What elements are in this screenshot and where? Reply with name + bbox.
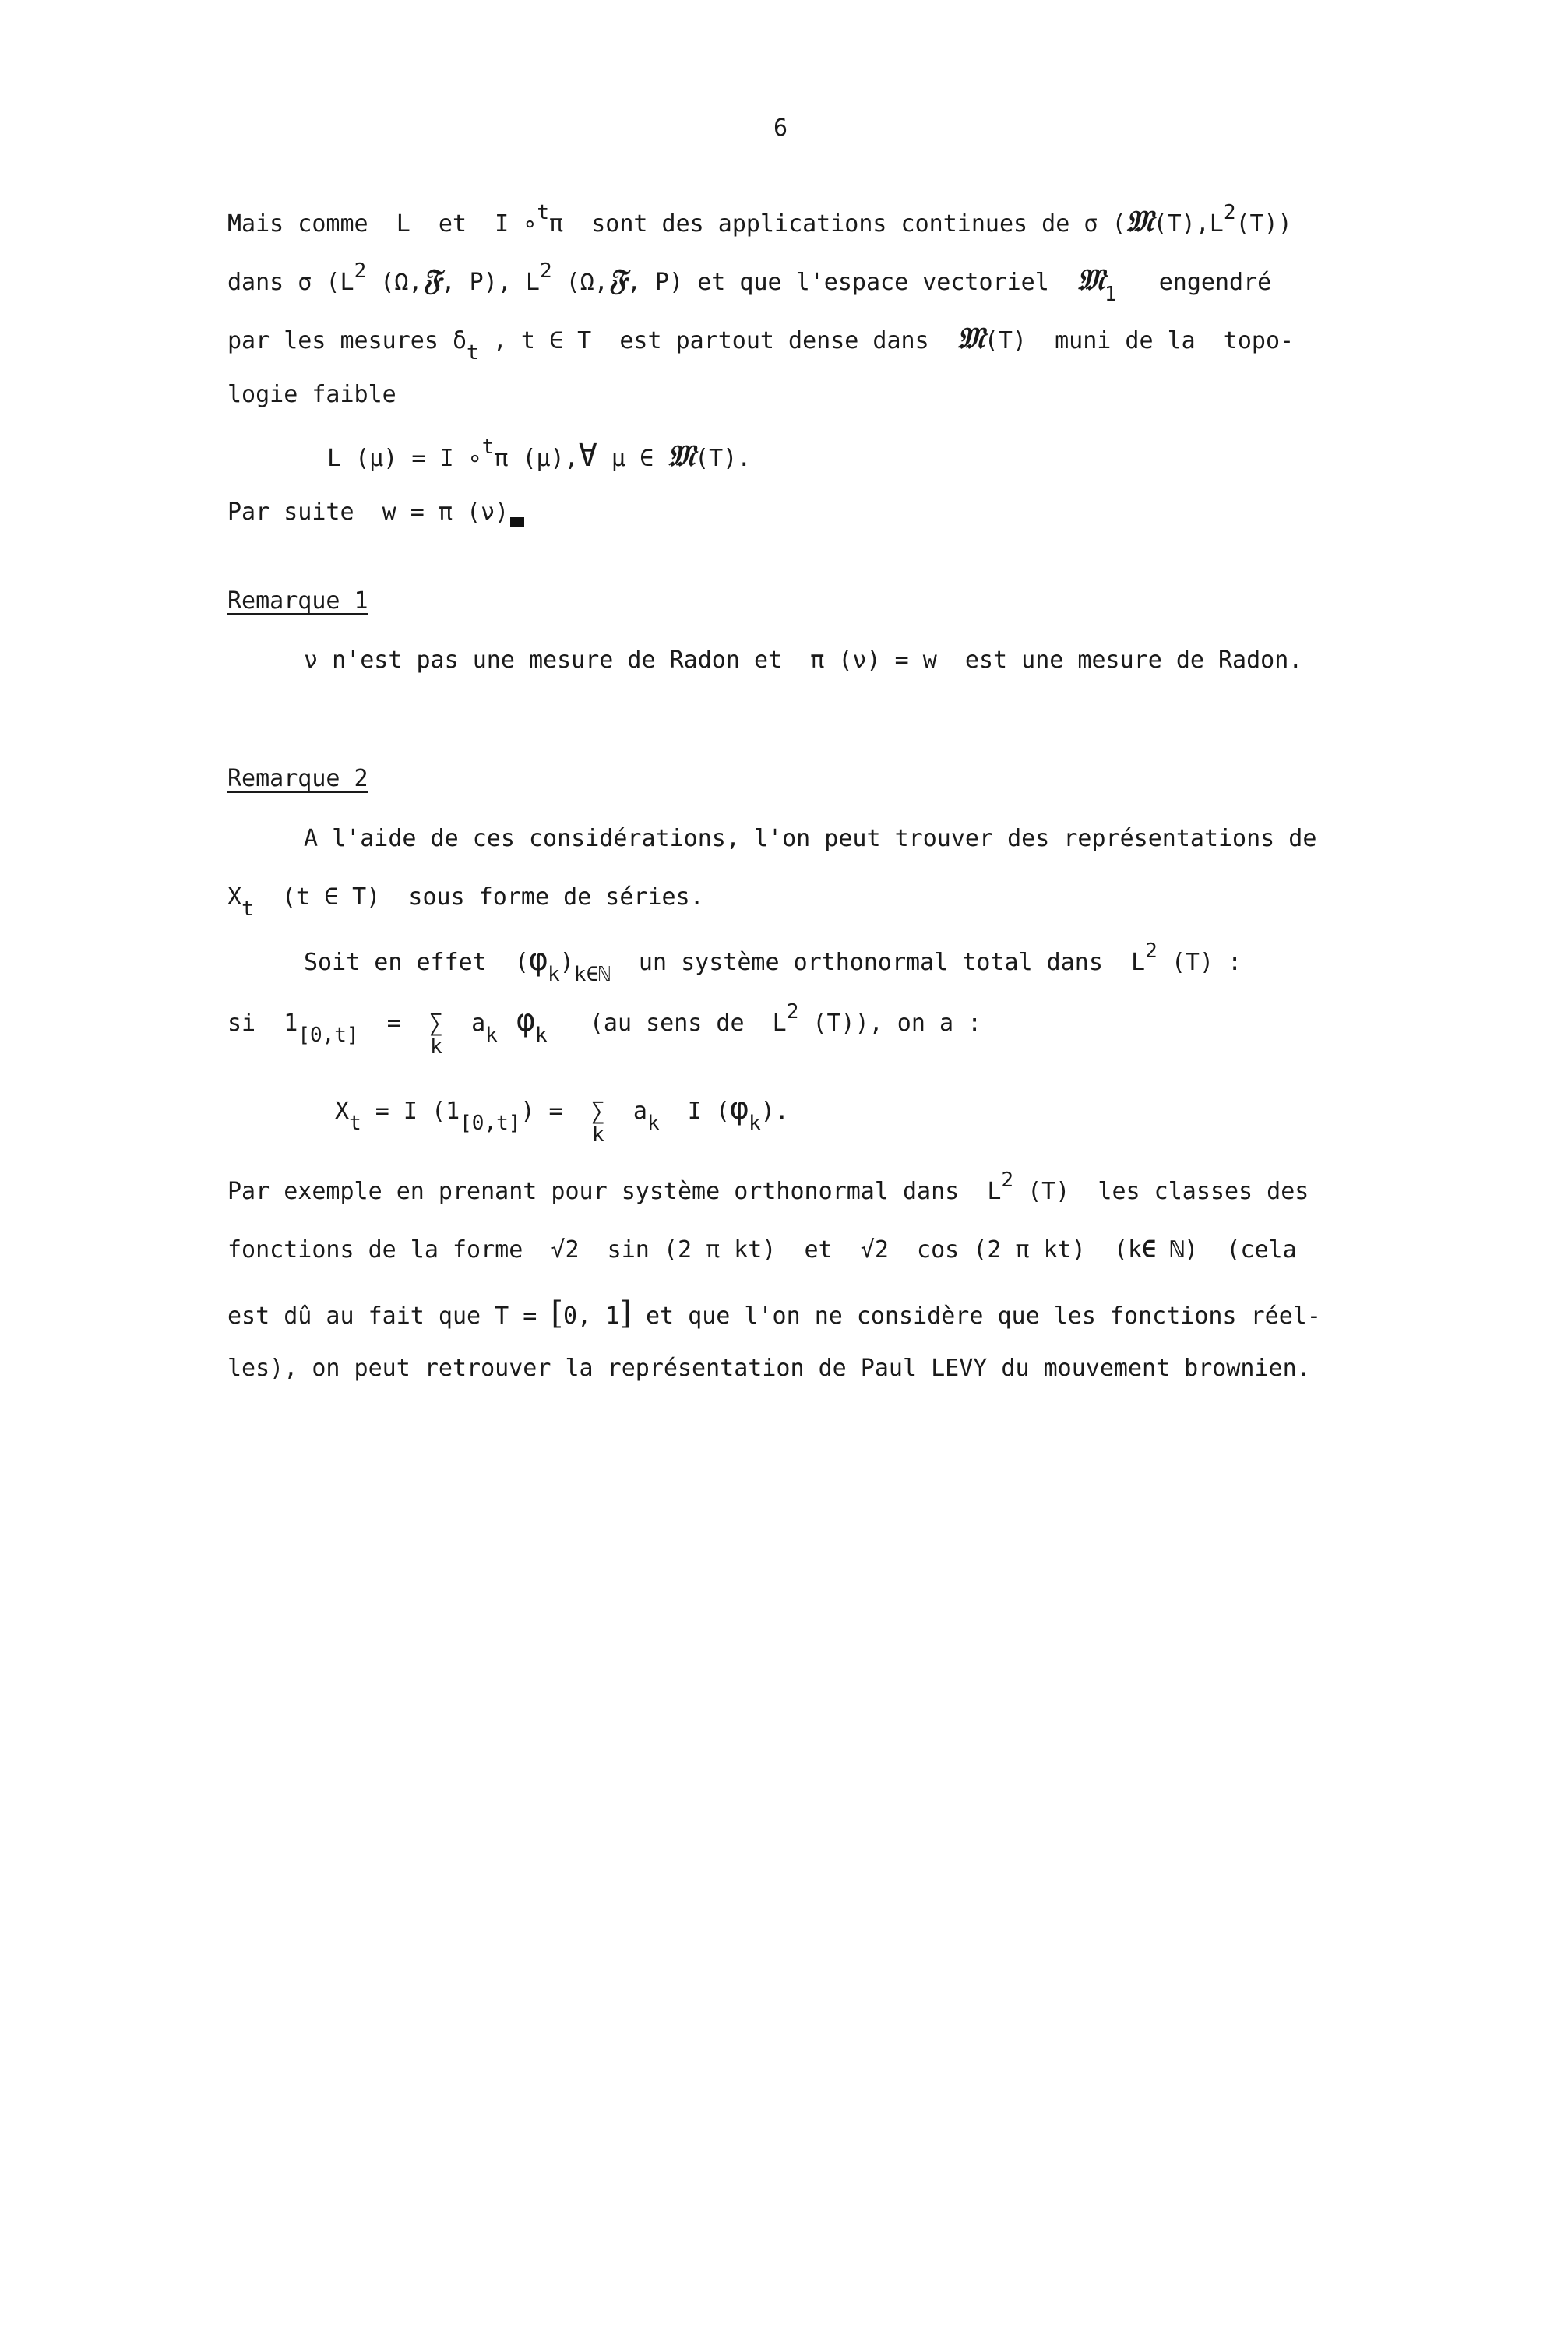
qed-mark (510, 517, 524, 527)
remarque-1-heading: Remarque 1 (227, 587, 368, 615)
para1-line1: Mais comme L et I ∘tπ sont des applications continues de σ (𝔐(T),L2(T)) (227, 201, 1292, 238)
script-M-symbol: 𝔐 (957, 320, 985, 355)
para1-line2: dans σ (L2 (Ω,𝔉, P), L2 (Ω,𝔉, P) et que l'espace vectoriel 𝔐1 engendré (227, 259, 1272, 306)
script-M-symbol: 𝔐 (668, 438, 696, 473)
para3-line3: est dû au fait que T = [0, 1] et que l'on ne considère que les fonctions réel- (227, 1295, 1321, 1331)
remarque-2-line2: Xt (t ∈ T) sous forme de séries. (227, 883, 704, 921)
script-M-symbol: 𝔐 (1076, 262, 1105, 297)
para3-line2: fonctions de la forme √2 sin (2 π kt) et √2 cos (2 π kt) (k∈ ℕ) (cela (227, 1236, 1297, 1264)
para1-line4: logie faible (227, 381, 396, 408)
page-number: 6 (773, 115, 788, 142)
equation-2: Xt = I (1[0,t]) = ∑ k ak I (φk). (335, 1091, 789, 1147)
remarque-2-line3: Soit en effet (φk)k∈ℕ un système orthonormal total dans L2 (T) : (304, 939, 1242, 986)
remarque-1-body: ν n'est pas une mesure de Radon et π (ν) = w est une mesure de Radon. (304, 647, 1303, 674)
remarque-2-line1: A l'aide de ces considérations, l'on peut trouver des représentations de (304, 825, 1317, 852)
script-M-symbol: 𝔐 (1126, 203, 1154, 238)
par-suite-line: Par suite w = π (ν) (227, 501, 524, 527)
remarque-2-heading: Remarque 2 (227, 765, 368, 792)
para3-line1: Par exemple en prenant pour système orthonormal dans L2 (T) les classes des (227, 1168, 1309, 1205)
remarque-2-line4: si 1[0,t] = ∑ k ak φk (au sens de L2 (T)), on a : (227, 1000, 982, 1059)
script-F-symbol: 𝔉 (608, 262, 627, 297)
script-F-symbol: 𝔉 (422, 262, 442, 297)
equation-1: L (μ) = I ∘tπ (μ),∀ μ ∈ 𝔐(T). (327, 435, 752, 474)
para1-line3: par les mesures δt , t ∈ T est partout dense dans 𝔐(T) muni de la topo- (227, 320, 1295, 365)
para3-line4: les), on peut retrouver la représentation de Paul LEVY du mouvement brownien. (227, 1355, 1311, 1382)
